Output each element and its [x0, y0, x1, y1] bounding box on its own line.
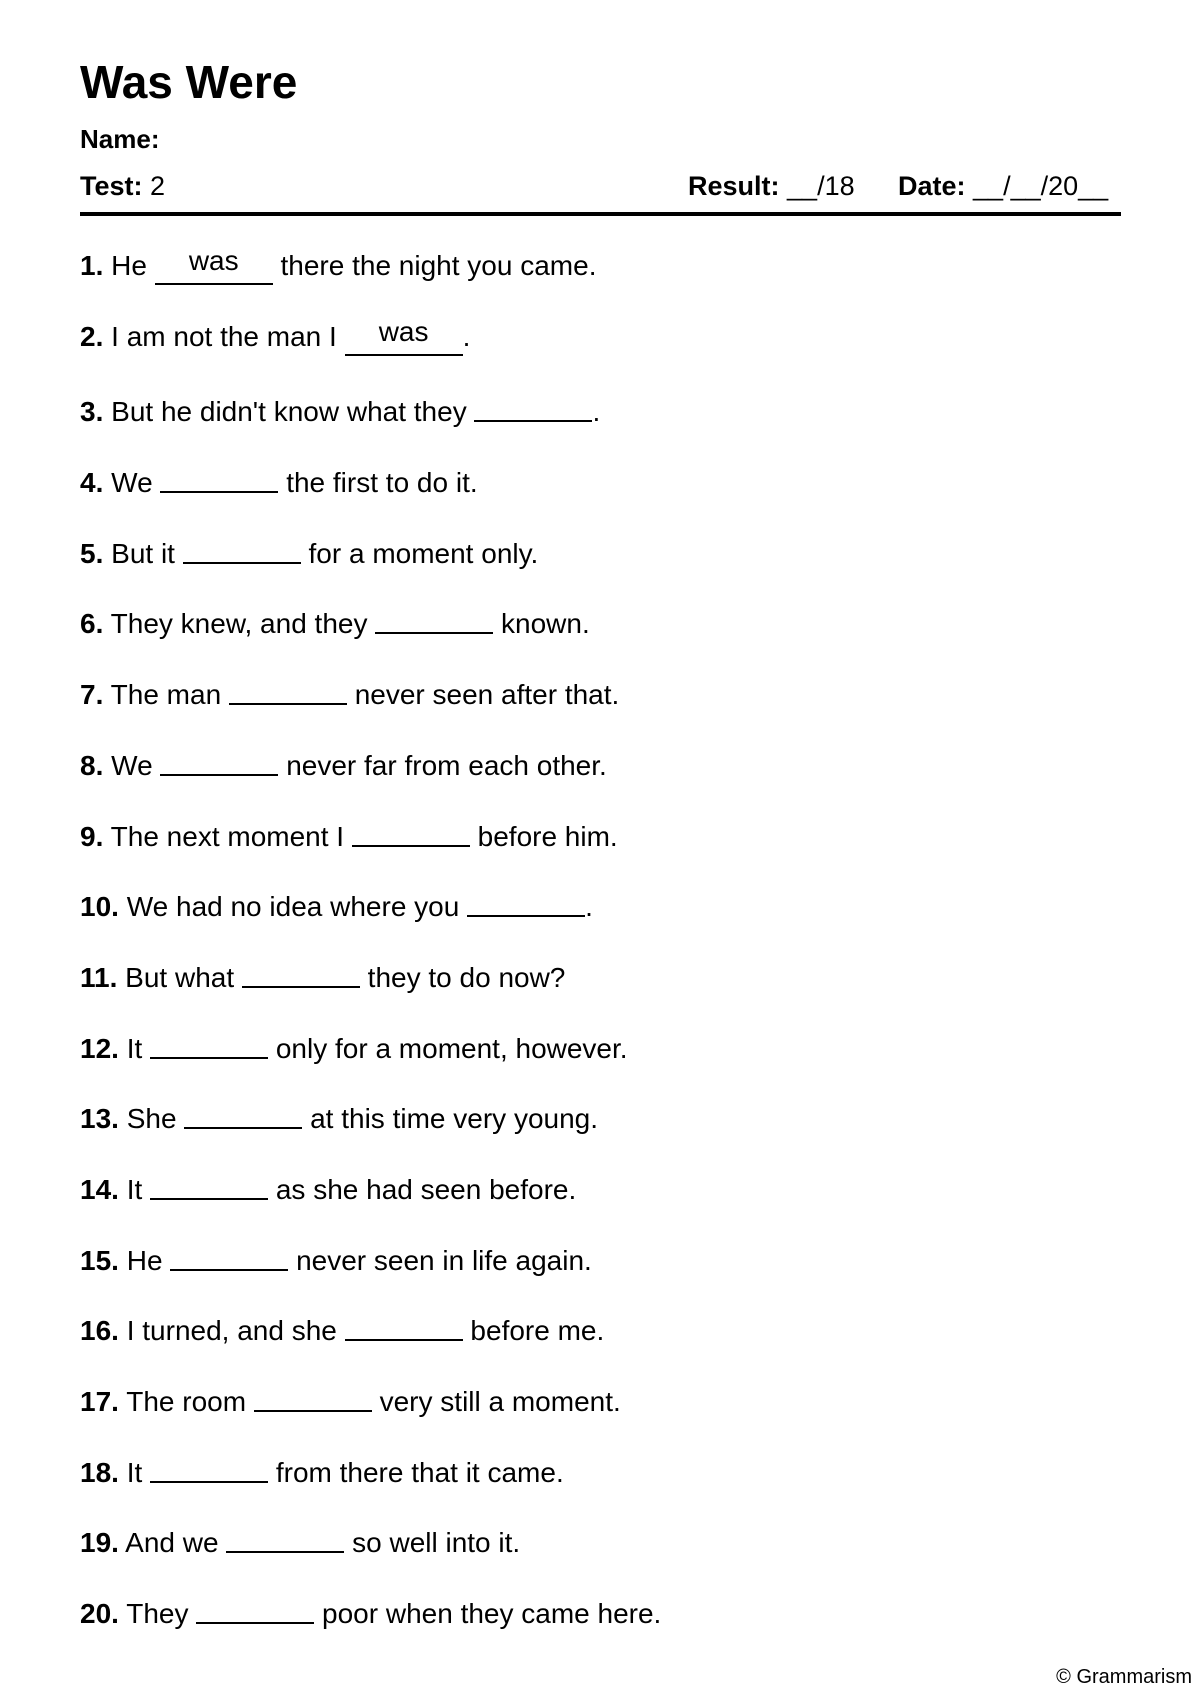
- worksheet-title: Was Were: [80, 56, 298, 108]
- question-number: 3.: [80, 396, 104, 428]
- question-text-after: there the night you came.: [272, 250, 597, 281]
- answer-text: was: [188, 245, 239, 276]
- question-number: 16.: [80, 1315, 119, 1347]
- answer-blank[interactable]: [474, 390, 592, 422]
- question-text-before: It: [126, 1173, 151, 1205]
- answer-blank[interactable]: [345, 1309, 463, 1341]
- test-field: [80, 170, 165, 202]
- question-item: [80, 1450, 661, 1521]
- question-text-before: But he didn't know what they: [111, 396, 475, 428]
- question-item: [80, 1520, 661, 1591]
- answer-blank[interactable]: [345, 315, 463, 356]
- question-item: [80, 1379, 661, 1450]
- question-item: [80, 245, 661, 319]
- question-item: [80, 672, 661, 743]
- question-text-before: We: [111, 749, 161, 781]
- question-text-before: They knew, and they: [110, 608, 376, 640]
- copyright-notice: © Grammarism: [1056, 1666, 1192, 1688]
- answer-blank[interactable]: [160, 744, 278, 776]
- question-list: [80, 245, 662, 1662]
- question-text-after: before him.: [469, 820, 618, 852]
- question-number: 7.: [80, 679, 104, 711]
- answer-blank[interactable]: [184, 1097, 302, 1129]
- question-text-after: before me.: [462, 1315, 605, 1347]
- answer-blank[interactable]: [150, 1027, 268, 1059]
- question-text-after: as she had seen before.: [268, 1173, 577, 1205]
- question-text-before: The next moment I: [110, 820, 352, 852]
- answer-blank[interactable]: [467, 885, 585, 917]
- question-item: [80, 1167, 661, 1238]
- answer-blank[interactable]: [170, 1239, 288, 1271]
- question-item: [80, 389, 661, 460]
- result-field: [688, 170, 855, 202]
- answer-blank[interactable]: [183, 532, 301, 564]
- result-value: __/18: [787, 171, 855, 201]
- question-text-after: from there that it came.: [268, 1456, 564, 1488]
- question-text-before: She: [126, 1103, 185, 1135]
- question-item: [80, 1026, 661, 1097]
- answer-blank[interactable]: [254, 1380, 372, 1412]
- question-item: [80, 460, 661, 531]
- question-text-before: He: [126, 1244, 171, 1276]
- answer-blank[interactable]: [375, 602, 493, 634]
- answer-blank[interactable]: [155, 245, 273, 285]
- question-text-after: never far from each other.: [278, 749, 607, 781]
- question-text-before: I am not the man I: [111, 320, 345, 352]
- question-text-after: poor when they came here.: [314, 1598, 662, 1630]
- test-label: Test:: [80, 171, 143, 201]
- question-text-before: It: [126, 1456, 151, 1488]
- question-text-before: But what: [125, 961, 242, 993]
- question-text-after: .: [592, 396, 601, 428]
- question-number: 14.: [80, 1173, 119, 1205]
- answer-blank[interactable]: [160, 461, 278, 493]
- question-item: [80, 1096, 661, 1167]
- question-number: 18.: [80, 1456, 119, 1488]
- question-number: 9.: [80, 820, 104, 852]
- question-text-after: for a moment only.: [300, 537, 539, 569]
- question-text-before: He: [111, 250, 155, 281]
- name-label: Name:: [80, 124, 160, 154]
- answer-blank[interactable]: [242, 956, 360, 988]
- test-value: 2: [150, 171, 166, 201]
- question-text-before: We: [111, 467, 161, 499]
- question-item: [80, 531, 661, 602]
- question-text-before: But it: [111, 537, 183, 569]
- question-text-after: they to do now?: [359, 961, 566, 993]
- date-label: Date:: [898, 171, 966, 201]
- question-number: 19.: [80, 1527, 119, 1559]
- question-text-after: never seen after that.: [346, 679, 620, 711]
- question-number: 20.: [80, 1598, 119, 1630]
- date-field: [898, 170, 1108, 202]
- header-divider: [80, 212, 1121, 216]
- question-item: [80, 1238, 661, 1309]
- answer-blank[interactable]: [229, 673, 347, 705]
- question-item: [80, 814, 661, 885]
- answer-blank[interactable]: [352, 815, 470, 847]
- question-number: 11.: [80, 961, 118, 993]
- answer-blank[interactable]: [196, 1592, 314, 1624]
- question-item: [80, 1591, 661, 1662]
- question-text-after: only for a moment, however.: [268, 1032, 628, 1064]
- answer-blank[interactable]: [226, 1521, 344, 1553]
- question-item: [80, 743, 661, 814]
- question-text-before: We had no idea where you: [126, 891, 468, 923]
- question-number: 5.: [80, 537, 104, 569]
- question-text-after: at this time very young.: [302, 1103, 599, 1135]
- question-text-after: .: [585, 891, 593, 923]
- question-text-after: .: [462, 320, 471, 352]
- question-number: 12.: [80, 1032, 119, 1064]
- question-number: 17.: [80, 1386, 119, 1417]
- question-number: 10.: [80, 891, 119, 923]
- question-number: 2.: [80, 320, 104, 352]
- question-item: [80, 1308, 661, 1379]
- question-text-before: I turned, and she: [126, 1315, 345, 1347]
- question-text-before: And we: [125, 1527, 227, 1559]
- question-text-before: They: [126, 1598, 197, 1630]
- answer-blank[interactable]: [150, 1168, 268, 1200]
- question-text-after: very still a moment.: [371, 1386, 621, 1417]
- question-number: 4.: [80, 467, 104, 499]
- question-item: [80, 601, 661, 672]
- question-item: [80, 955, 661, 1026]
- question-item: [80, 884, 661, 955]
- answer-blank[interactable]: [150, 1451, 268, 1483]
- question-text-before: The room: [126, 1386, 254, 1417]
- answer-text: was: [378, 315, 429, 347]
- question-text-after: so well into it.: [344, 1527, 521, 1559]
- question-number: 8.: [80, 749, 104, 781]
- question-text-before: It: [126, 1032, 151, 1064]
- question-item: [80, 315, 661, 390]
- result-label: Result:: [688, 171, 780, 201]
- question-text-before: The man: [110, 679, 229, 711]
- question-text-after: never seen in life again.: [288, 1244, 592, 1276]
- question-text-after: the first to do it.: [278, 467, 478, 499]
- question-number: 6.: [80, 608, 104, 640]
- question-number: 13.: [80, 1103, 119, 1135]
- question-number: 15.: [80, 1244, 119, 1276]
- date-value: __/__/20__: [973, 171, 1109, 201]
- question-text-after: known.: [493, 608, 590, 640]
- question-number: 1.: [80, 250, 104, 281]
